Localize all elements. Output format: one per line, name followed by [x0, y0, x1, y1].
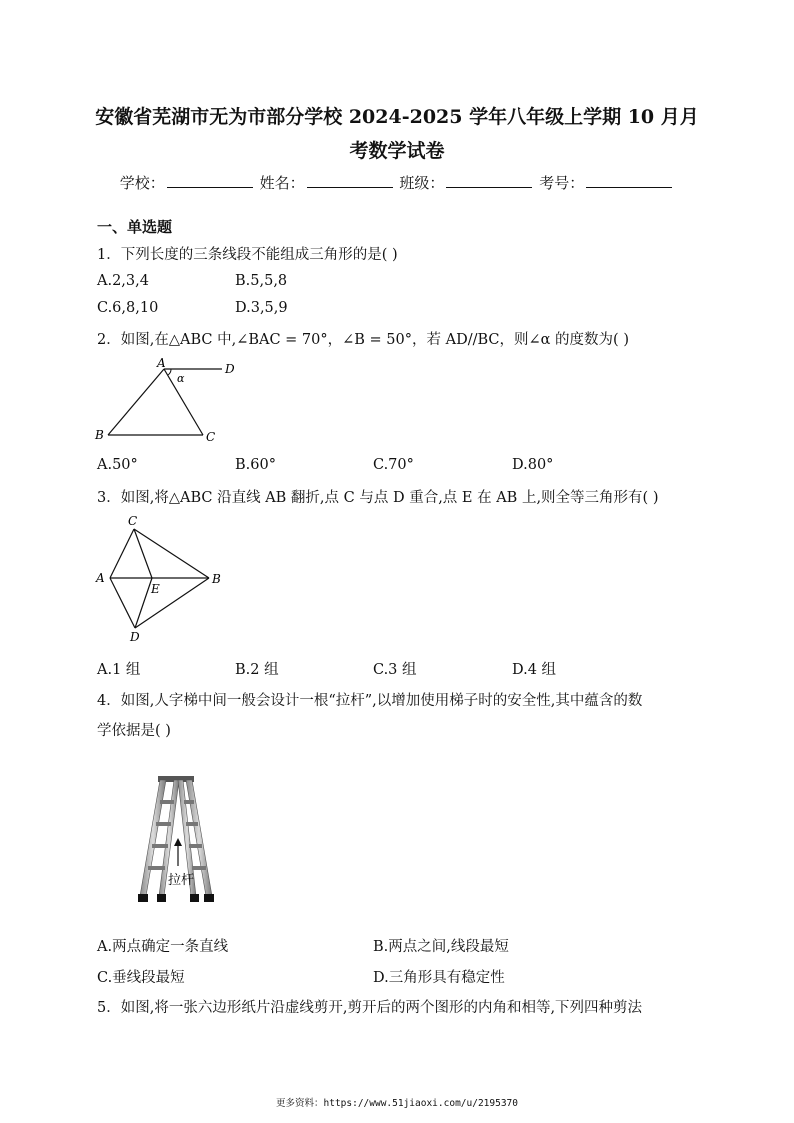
section-heading: 一、单选题: [97, 218, 173, 236]
angle-alpha-arc: [168, 369, 171, 375]
ladder-foot: [138, 894, 148, 902]
label-a: A: [157, 356, 166, 370]
q2-option-b[interactable]: B.60°: [235, 457, 276, 473]
q2-option-c[interactable]: C.70°: [373, 457, 414, 473]
q2-triangle-figure: [92, 356, 252, 446]
class-blank[interactable]: [446, 173, 532, 188]
label-d: D: [225, 362, 235, 376]
q1-option-a[interactable]: A.2,3,4: [97, 273, 149, 289]
exam-title-line1: 安徽省芜湖市无为市部分学校 2024-2025 学年八年级上学期 10 月月: [95, 106, 699, 128]
q3-kite-figure: [92, 512, 232, 647]
class-label: 班级：: [399, 174, 445, 192]
q4-ladder-figure: [134, 772, 218, 914]
question-4-stem-line1: 4．如图,人字梯中间一般会设计一根“拉杆”,以增加使用梯子时的安全性,其中蕴含的数: [97, 693, 643, 709]
q4-option-b[interactable]: B.两点之间,线段最短: [373, 939, 509, 955]
exam-number-blank[interactable]: [586, 173, 672, 188]
label-alpha: α: [177, 372, 185, 385]
name-label: 姓名：: [259, 174, 305, 192]
line-ab: [108, 369, 164, 435]
label-c: C: [128, 514, 138, 528]
label-b: B: [212, 572, 221, 586]
name-blank[interactable]: [307, 173, 393, 188]
question-4-stem-line2: 学依据是( ): [97, 723, 171, 739]
question-5-stem: 5．如图,将一张六边形纸片沿虚线剪开,剪开后的两个图形的内角和相等,下列四种剪法: [97, 1000, 643, 1016]
q4-option-d[interactable]: D.三角形具有稳定性: [373, 970, 505, 986]
exam-title-line2: 考数学试卷: [349, 140, 445, 162]
footer-link[interactable]: 更多资料：https://www.51jiaoxi.com/u/2195370: [276, 1098, 518, 1109]
question-2-stem: 2．如图,在△ABC 中,∠BAC = 70°，∠B = 50°，若 AD//BC，则∠α 的度数为( ): [97, 332, 629, 348]
q3-option-b[interactable]: B.2 组: [235, 662, 279, 678]
question-1-stem: 1．下列长度的三条线段不能组成三角形的是( ): [97, 247, 398, 263]
q2-option-d[interactable]: D.80°: [512, 457, 554, 473]
q1-option-c[interactable]: C.6,8,10: [97, 300, 159, 316]
pull-rod-label: 拉杆: [168, 873, 195, 888]
label-d: D: [130, 630, 140, 644]
q4-option-c[interactable]: C.垂线段最短: [97, 970, 185, 986]
q3-option-a[interactable]: A.1 组: [97, 662, 141, 678]
label-a: A: [96, 571, 105, 585]
q3-option-c[interactable]: C.3 组: [373, 662, 417, 678]
q3-option-d[interactable]: D.4 组: [512, 662, 557, 678]
q2-option-a[interactable]: A.50°: [97, 457, 138, 473]
school-label: 学校：: [119, 174, 165, 192]
q1-option-b[interactable]: B.5,5,8: [235, 273, 288, 289]
student-info-row: [0, 172, 794, 193]
label-c: C: [206, 430, 216, 444]
q4-option-a[interactable]: A.两点确定一条直线: [97, 939, 229, 955]
q1-option-d[interactable]: D.3,5,9: [235, 300, 288, 316]
label-e: E: [151, 582, 160, 596]
exam-number-label: 考号：: [539, 174, 585, 192]
label-b: B: [95, 428, 104, 442]
question-3-stem: 3．如图,将△ABC 沿直线 AB 翻折,点 C 与点 D 重合,点 E 在 AB 上,则全等三角形有( ): [97, 490, 659, 506]
school-blank[interactable]: [167, 173, 253, 188]
